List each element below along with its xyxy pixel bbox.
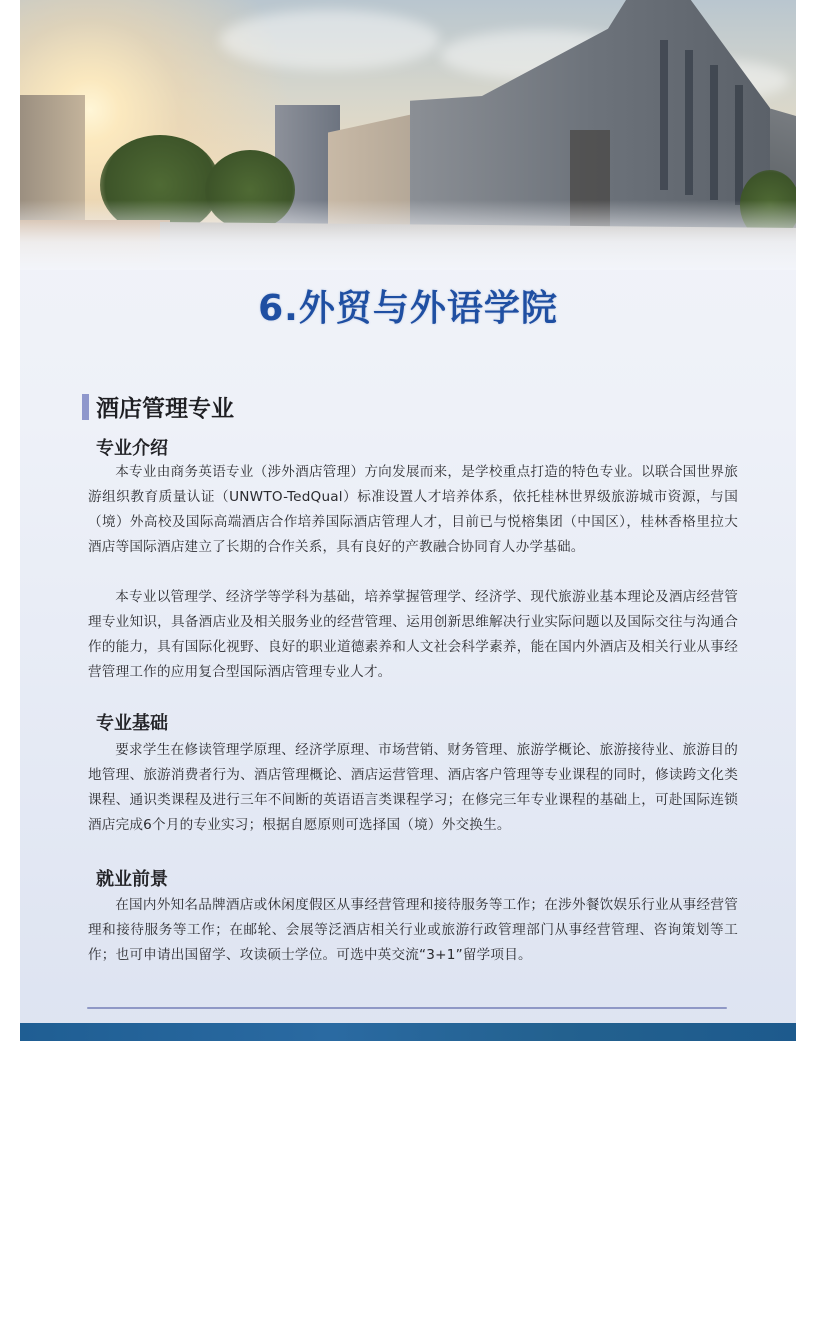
intro-paragraph-2: 本专业以管理学、经济学等学科为基础，培养掌握管理学、经济学、现代旅游业基本理论及酒店经营管理专业知识，具备酒店业及相关服务业的经营管理、运用创新思维解决行业实际问题以及国际交往与沟通合作的能力，具有国际化视野、良好的职业道德素养和人文社会科学素养，能在国内外酒店及相关行业从事经营管理工作的应用复合型国际酒店管理专业人才。 xyxy=(88,589,738,680)
major-heading xyxy=(82,390,234,423)
window-column xyxy=(710,65,718,200)
hero-photo xyxy=(20,0,796,270)
window-column xyxy=(685,50,693,195)
window-column xyxy=(735,85,743,205)
accent-bar xyxy=(82,394,89,420)
cloud-shape xyxy=(220,10,440,70)
footer-band xyxy=(20,1023,796,1041)
hero-fade xyxy=(20,200,796,270)
career-paragraph: 在国内外知名品牌酒店或休闲度假区从事经营管理和接待服务等工作；在涉外餐饮娱乐行业从事经营管理和接待服务等工作；在邮轮、会展等泛酒店相关行业或旅游行政管理部门从事经营管理、咨询策划等工作；也可申请出国留学、攻读硕士学位。可选中英交流“3+1”留学项目。 xyxy=(88,897,738,963)
brochure-page xyxy=(20,0,796,1041)
section-heading-intro: 专业介绍 xyxy=(96,438,168,459)
foundation-paragraph: 要求学生在修读管理学原理、经济学原理、市场营销、财务管理、旅游学概论、旅游接待业、旅游目的地管理、旅游消费者行为、酒店管理概论、酒店运营管理、酒店客户管理等专业课程的同时，修读跨文化类课程、通识类课程及进行三年不间断的英语语言类课程学习；在修完三年专业课程的基础上，可赴国际连锁酒店完成6个月的专业实习；根据自愿原则可选择国（境）外交换生。 xyxy=(88,742,738,833)
college-title: 6.外贸与外语学院 xyxy=(258,288,558,329)
divider-line xyxy=(87,1007,727,1009)
section-heading-career: 就业前景 xyxy=(96,869,168,890)
window-column xyxy=(660,40,668,190)
major-title: 酒店管理专业 xyxy=(96,396,234,422)
section-heading-foundation: 专业基础 xyxy=(96,713,168,734)
intro-paragraph-1: 本专业由商务英语专业（涉外酒店管理）方向发展而来，是学校重点打造的特色专业。以联合国世界旅游组织教育质量认证（UNWTO-TedQual）标准设置人才培养体系，依托桂林世界级旅游城市资源，与国（境）外高校及国际高端酒店合作培养国际酒店管理人才，目前已与悦榕集团（中国区），桂林香格里拉大酒店等国际酒店建立了长期的合作关系，具有良好的产教融合协同育人办学基础。 xyxy=(88,464,738,555)
